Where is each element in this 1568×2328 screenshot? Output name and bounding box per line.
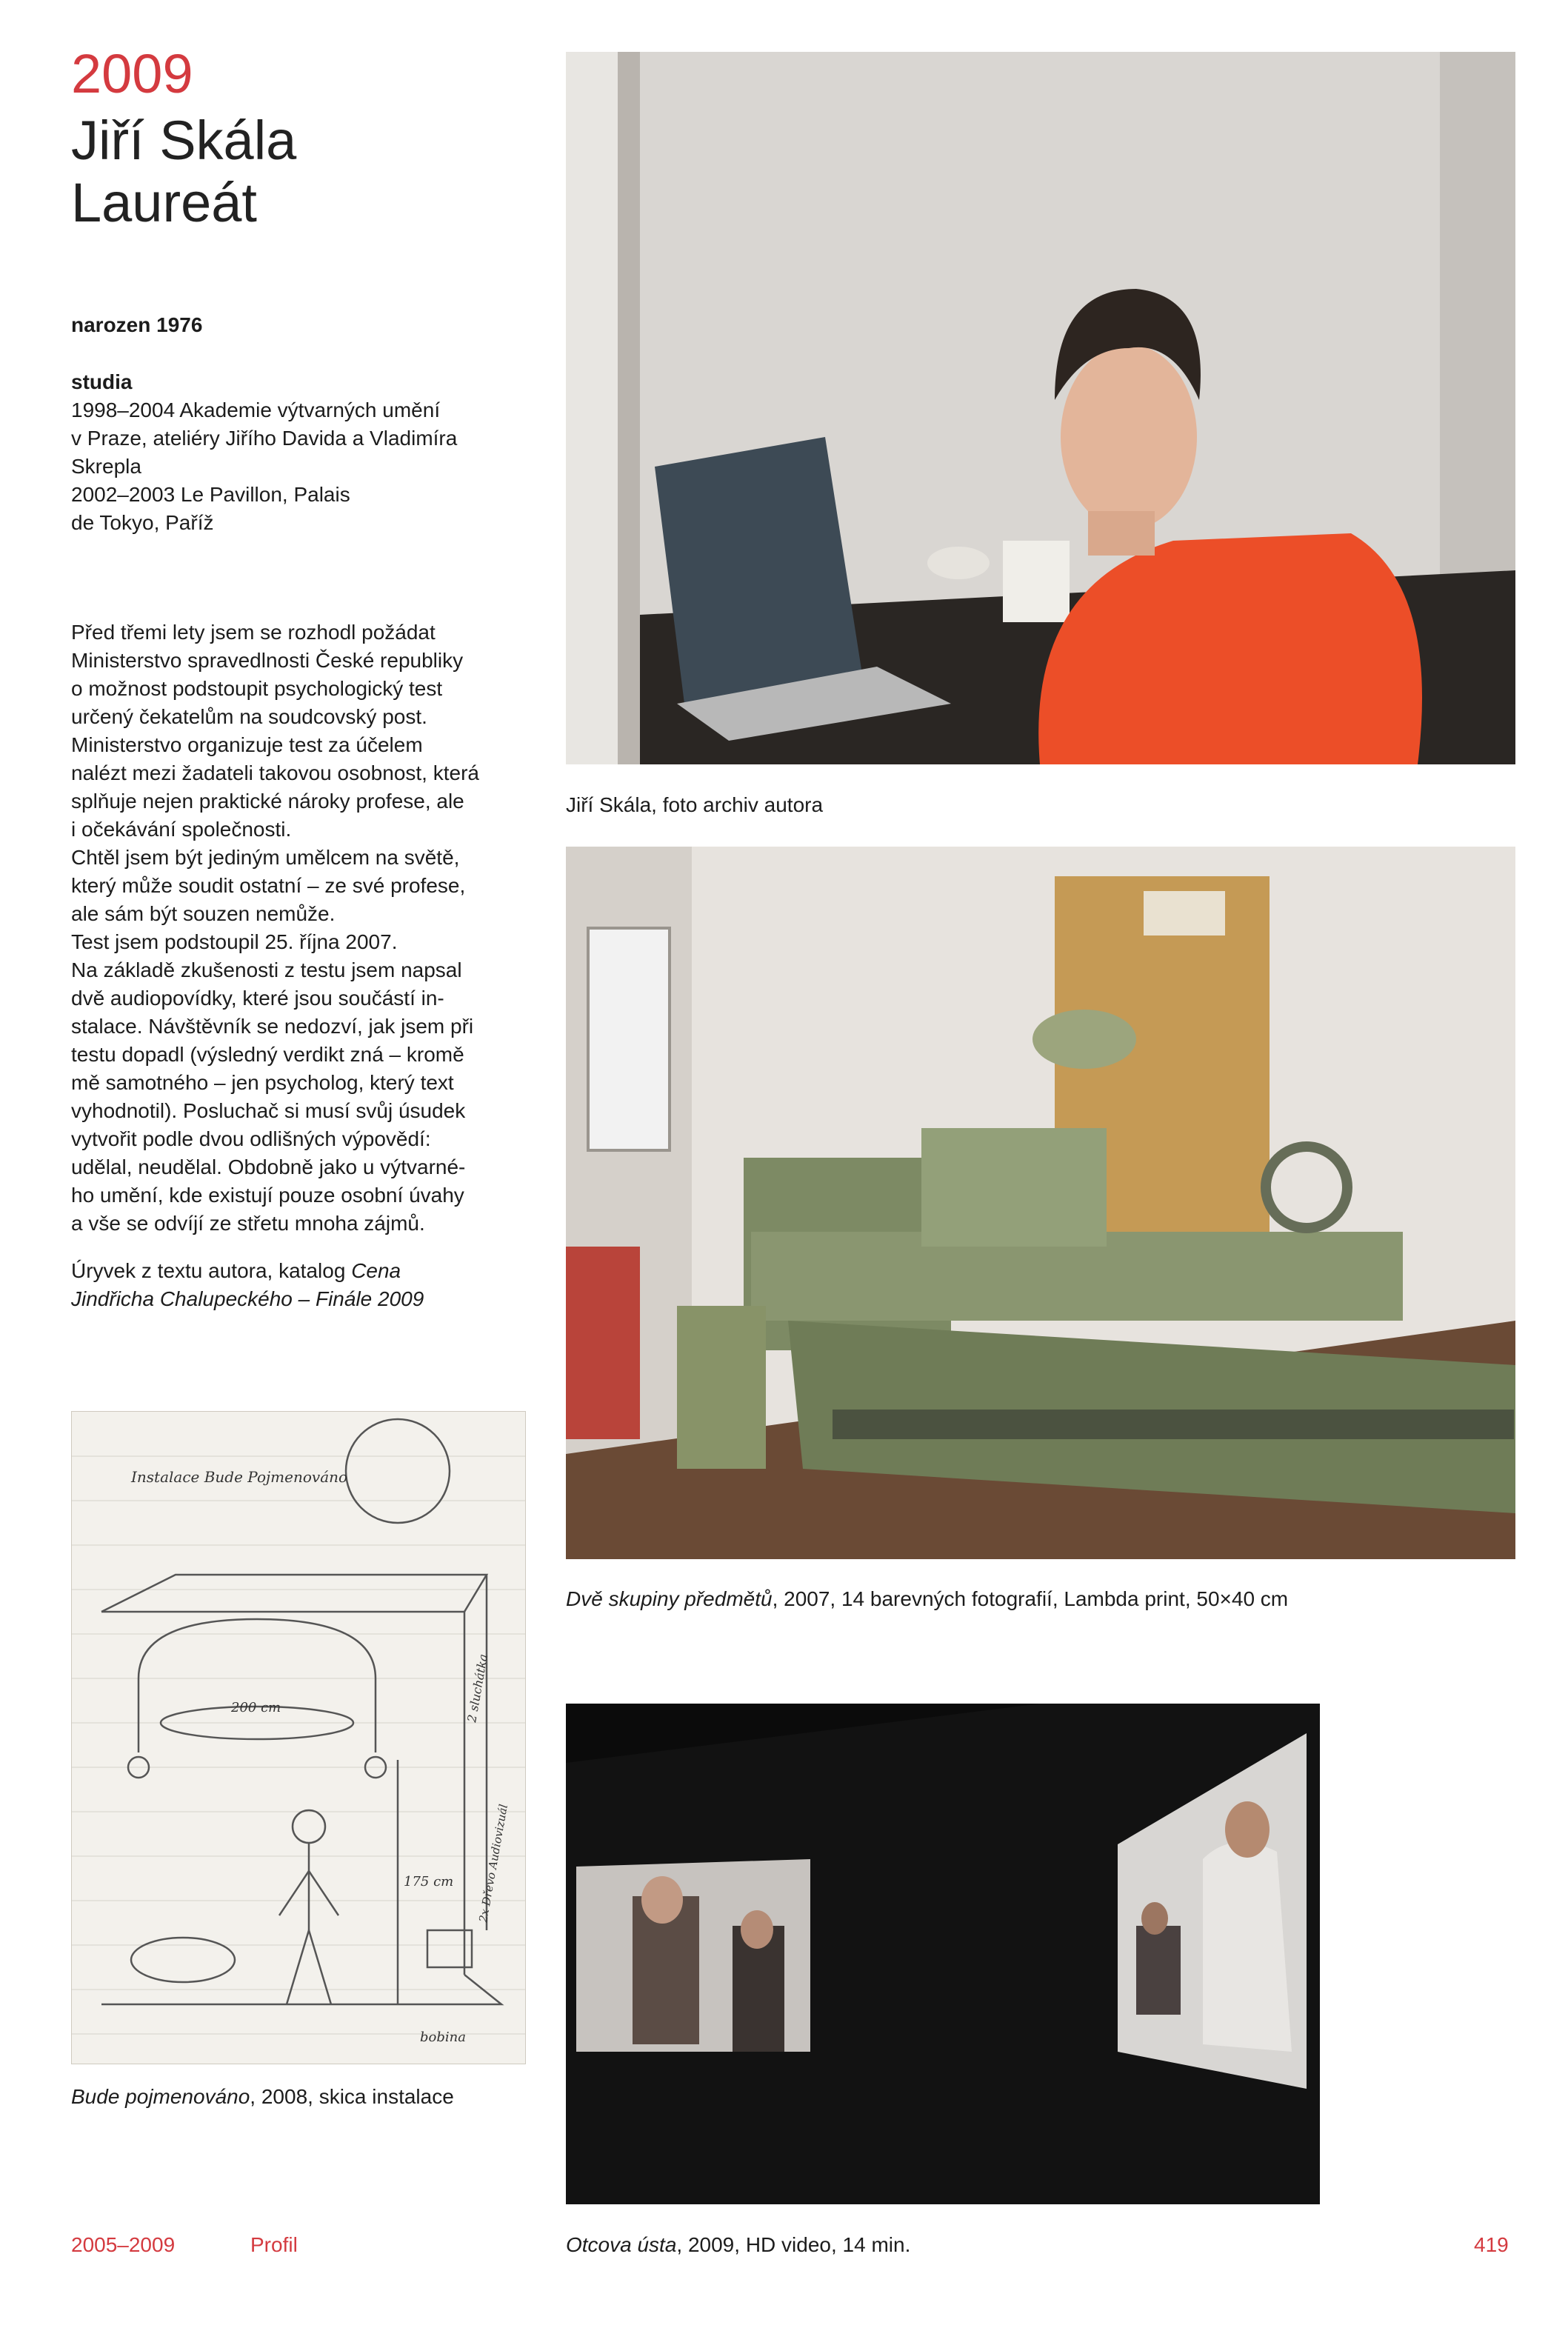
statement-source bbox=[71, 1257, 530, 1313]
portrait-photo bbox=[566, 52, 1515, 764]
statement-line: ale sám být souzen nemůže. bbox=[71, 902, 336, 925]
statement-line: vyhodnotil). Posluchač si musí svůj úsudek bbox=[71, 1099, 466, 1122]
sketch-heading: Instalace Bude Pojmenováno bbox=[131, 1468, 348, 1486]
sketch-note-headphones: 2 sluchátka bbox=[464, 1652, 491, 1724]
studies-line: 1998–2004 Akademie výtvarných umění bbox=[71, 398, 441, 421]
statement-line: Ministerstvo spravedlnosti České republiky bbox=[71, 649, 464, 672]
artist-statement bbox=[71, 618, 530, 1238]
sketch-note-bottom: bobina bbox=[420, 2030, 466, 2045]
studies-line: de Tokyo, Paříž bbox=[71, 511, 214, 534]
sketch-measure-width: 200 cm bbox=[231, 1700, 281, 1715]
award-title: Laureát bbox=[71, 172, 257, 233]
statement-line: určený čekatelům na soudcovský post. bbox=[71, 705, 427, 728]
video-caption bbox=[566, 2231, 910, 2259]
lathe-title: Dvě skupiny předmětů bbox=[566, 1587, 773, 1610]
studies-line: v Praze, ateliéry Jiřího Davida a Vladimíra bbox=[71, 427, 458, 450]
artist-name: Jiří Skála bbox=[71, 110, 297, 171]
statement-line: dvě audiopovídky, které jsou součástí in- bbox=[71, 987, 444, 1010]
statement-line: Na základě zkušenosti z testu jsem napsal bbox=[71, 958, 462, 981]
statement-line: splňuje nejen praktické nároky profese, ale bbox=[71, 790, 464, 813]
sketch-details: , 2008, skica instalace bbox=[250, 2085, 454, 2108]
statement-line: Ministerstvo organizuje test za účelem bbox=[71, 733, 423, 756]
page-number: 419 bbox=[1474, 2233, 1509, 2256]
installation-sketch bbox=[71, 1411, 526, 2064]
statement-line: nalézt mezi žadateli takovou osobnost, která bbox=[71, 761, 479, 784]
source-italic-line: Jindřicha Chalupeckého – Finále 2009 bbox=[71, 1287, 424, 1310]
lathe-caption bbox=[566, 1585, 1288, 1613]
video-title: Otcova ústa bbox=[566, 2233, 677, 2256]
statement-line: ho umění, kde existují pouze osobní úvahy bbox=[71, 1184, 464, 1207]
studies-heading: studia bbox=[71, 370, 133, 393]
statement-line: který může soudit ostatní – ze své profese, bbox=[71, 874, 466, 897]
statement-line: Chtěl jsem být jediným umělcem na světě, bbox=[71, 846, 460, 869]
video-installation-photo bbox=[566, 1704, 1320, 2204]
lathe-details: , 2007, 14 barevných fotografií, Lambda print, 50×40 cm bbox=[772, 1587, 1289, 1610]
footer-years: 2005–2009 bbox=[71, 2233, 176, 2256]
lathe-photo bbox=[566, 847, 1515, 1559]
statement-line: i očekávání společnosti. bbox=[71, 818, 292, 841]
source-italic: Cena bbox=[351, 1259, 401, 1282]
sketch-caption bbox=[71, 2083, 454, 2111]
sketch-title: Bude pojmenováno bbox=[71, 2085, 250, 2108]
studies-line: 2002–2003 Le Pavillon, Palais bbox=[71, 483, 350, 506]
sketch-measure-height: 175 cm bbox=[404, 1874, 454, 1890]
statement-line: o možnost podstoupit psychologický test bbox=[71, 677, 443, 700]
sketch-note-wood: 2x Dřevo Audiovizuál bbox=[476, 1803, 511, 1924]
statement-line: testu dopadl (výsledný verdikt zná – kromě bbox=[71, 1043, 464, 1066]
statement-line: Test jsem podstoupil 25. října 2007. bbox=[71, 930, 398, 953]
video-details: , 2009, HD video, 14 min. bbox=[676, 2233, 911, 2256]
statement-line: a vše se odvíjí ze střetu mnoha zájmů. bbox=[71, 1212, 425, 1235]
source-plain: Úryvek z textu autora, katalog bbox=[71, 1259, 352, 1282]
footer-section: Profil bbox=[250, 2233, 298, 2256]
statement-line: stalace. Návštěvník se nedozví, jak jsem při bbox=[71, 1015, 474, 1038]
statement-line: udělal, neudělal. Obdobně jako u výtvarné- bbox=[71, 1155, 466, 1178]
statement-line: vytvořit podle dvou odlišných výpovědí: bbox=[71, 1127, 431, 1150]
statement-line: mě samotného – jen psycholog, který text bbox=[71, 1071, 454, 1094]
year-heading: 2009 bbox=[71, 43, 193, 104]
portrait-caption: Jiří Skála, foto archiv autora bbox=[566, 793, 824, 816]
statement-line: Před třemi lety jsem se rozhodl požádat bbox=[71, 621, 436, 644]
birth-year: narozen 1976 bbox=[71, 313, 203, 336]
studies-block bbox=[71, 368, 530, 537]
studies-line: Skrepla bbox=[71, 455, 141, 478]
